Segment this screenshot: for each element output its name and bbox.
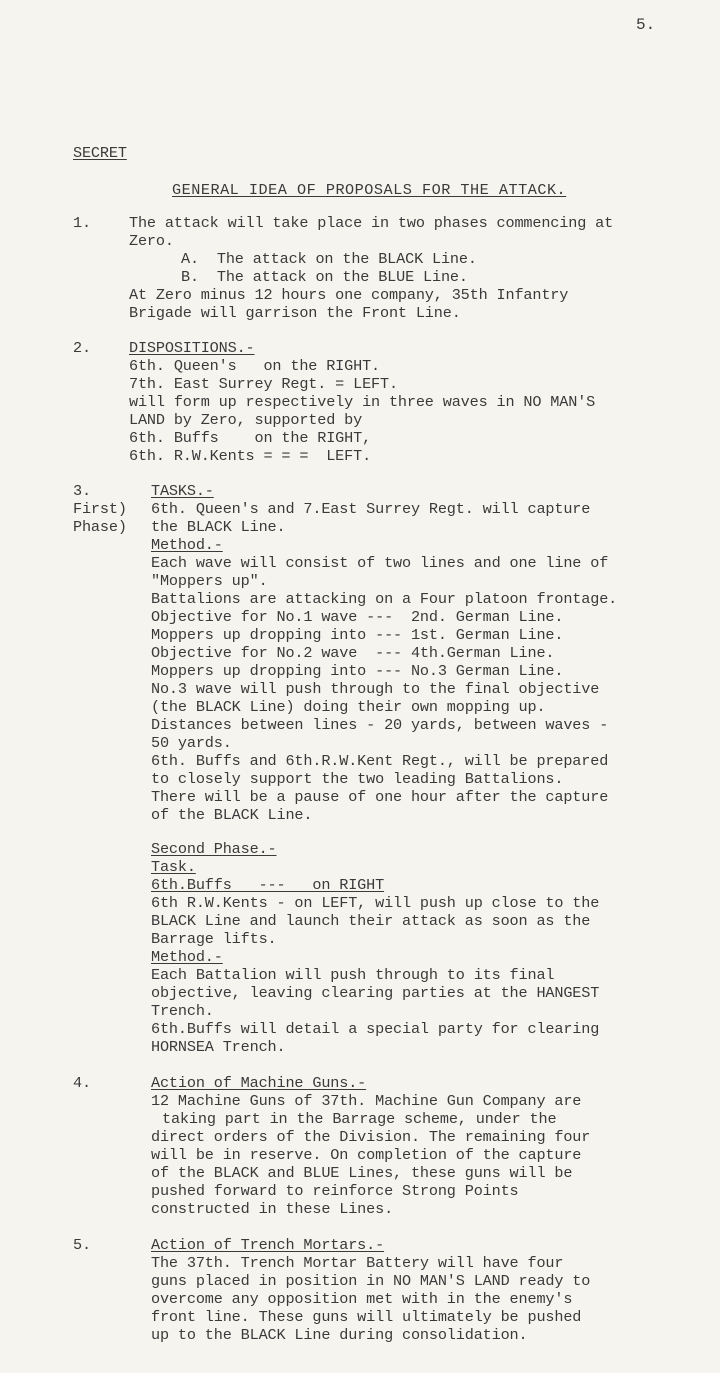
margin-label-first: First) (73, 500, 127, 518)
section-2-line: will form up respectively in three waves in NO MAN'S (129, 393, 596, 411)
section-4-heading: Action of Machine Guns.- (151, 1074, 367, 1092)
section-4-line: will be in reserve. On completion of the capture (151, 1146, 582, 1164)
section-3-line: Each Battalion will push through to its final (151, 966, 555, 984)
section-3-line: of the BLACK Line. (151, 806, 313, 824)
section-1-line: A. The attack on the BLACK Line. (181, 250, 477, 268)
section-3-line: 6th.Buffs --- on RIGHT (151, 876, 385, 894)
section-4-line: of the BLACK and BLUE Lines, these guns will be (151, 1164, 573, 1182)
section-3-line: Trench. (151, 1002, 214, 1020)
second-phase-heading: Second Phase.- (151, 840, 277, 858)
margin-label-phase: Phase) (73, 518, 127, 536)
section-5-line: guns placed in position in NO MAN'S LAND ready to (151, 1272, 591, 1290)
section-3-line: (the BLACK Line) doing their own mopping up. (151, 698, 546, 716)
section-5-heading: Action of Trench Mortars.- (151, 1236, 385, 1254)
section-5-line: up to the BLACK Line during consolidation. (151, 1326, 528, 1344)
section-4-number: 4. (73, 1074, 91, 1092)
section-2-line: 6th. R.W.Kents = = = LEFT. (129, 447, 372, 465)
section-3-line: Barrage lifts. (151, 930, 277, 948)
section-3-line: Moppers up dropping into --- 1st. German Line. (151, 626, 564, 644)
section-3-line: Moppers up dropping into --- No.3 German Line. (151, 662, 564, 680)
section-3-line: Objective for No.2 wave --- 4th.German Line. (151, 644, 555, 662)
section-3-line: 50 yards. (151, 734, 232, 752)
section-4-line: constructed in these Lines. (151, 1200, 394, 1218)
section-3-line: 6th. Queen's and 7.East Surrey Regt. will capture (151, 500, 591, 518)
section-4-line: 12 Machine Guns of 37th. Machine Gun Company are (151, 1092, 582, 1110)
classification-heading: SECRET (73, 144, 127, 162)
section-3-line: to closely support the two leading Battalions. (151, 770, 564, 788)
section-3-line: "Moppers up". (151, 572, 268, 590)
section-4-line: pushed forward to reinforce Strong Points (151, 1182, 519, 1200)
section-3-line: Distances between lines - 20 yards, between waves - (151, 716, 609, 734)
section-3-heading: TASKS.- (151, 482, 214, 500)
section-4-line: taking part in the Barrage scheme, under the (162, 1110, 557, 1128)
section-1-line: Brigade will garrison the Front Line. (129, 304, 461, 322)
document-title: GENERAL IDEA OF PROPOSALS FOR THE ATTACK. (172, 181, 567, 199)
section-1-line: At Zero minus 12 hours one company, 35th Infantry (129, 286, 569, 304)
section-3-line: 6th.Buffs will detail a special party for clearing (151, 1020, 600, 1038)
section-3-line: Battalions are attacking on a Four platoon frontage. (151, 590, 618, 608)
section-2-heading: DISPOSITIONS.- (129, 339, 255, 357)
section-5-line: front line. These guns will ultimately be pushed (151, 1308, 582, 1326)
section-3-line: 6th R.W.Kents - on LEFT, will push up close to the (151, 894, 600, 912)
section-3-line: the BLACK Line. (151, 518, 286, 536)
section-1-line: Zero. (129, 232, 174, 250)
section-3-line: Objective for No.1 wave --- 2nd. German Line. (151, 608, 564, 626)
task-heading: Task. (151, 858, 196, 876)
section-3-line: HORNSEA Trench. (151, 1038, 286, 1056)
section-1-line: B. The attack on the BLUE Line. (181, 268, 468, 286)
section-3-line: 6th. Buffs and 6th.R.W.Kent Regt., will be prepared (151, 752, 609, 770)
section-1-line: The attack will take place in two phases commencing at (129, 214, 614, 232)
page-number: 5. (636, 16, 656, 34)
section-5-number: 5. (73, 1236, 91, 1254)
method-heading: Method.- (151, 948, 223, 966)
section-2-number: 2. (73, 339, 91, 357)
section-1-number: 1. (73, 214, 91, 232)
section-3-number: 3. (73, 482, 91, 500)
section-3-line: Each wave will consist of two lines and one line of (151, 554, 609, 572)
section-3-line: There will be a pause of one hour after the capture (151, 788, 609, 806)
section-5-line: overcome any opposition met with in the enemy's (151, 1290, 573, 1308)
section-4-line: direct orders of the Division. The remaining four (151, 1128, 591, 1146)
method-heading: Method.- (151, 536, 223, 554)
section-2-line: 6th. Buffs on the RIGHT, (129, 429, 372, 447)
section-2-line: 6th. Queen's on the RIGHT. (129, 357, 380, 375)
section-3-line: objective, leaving clearing parties at the HANGEST (151, 984, 600, 1002)
section-3-line: BLACK Line and launch their attack as soon as the (151, 912, 591, 930)
section-5-line: The 37th. Trench Mortar Battery will have four (151, 1254, 564, 1272)
section-2-line: 7th. East Surrey Regt. = LEFT. (129, 375, 398, 393)
section-3-line: No.3 wave will push through to the final objective (151, 680, 600, 698)
section-2-line: LAND by Zero, supported by (129, 411, 363, 429)
